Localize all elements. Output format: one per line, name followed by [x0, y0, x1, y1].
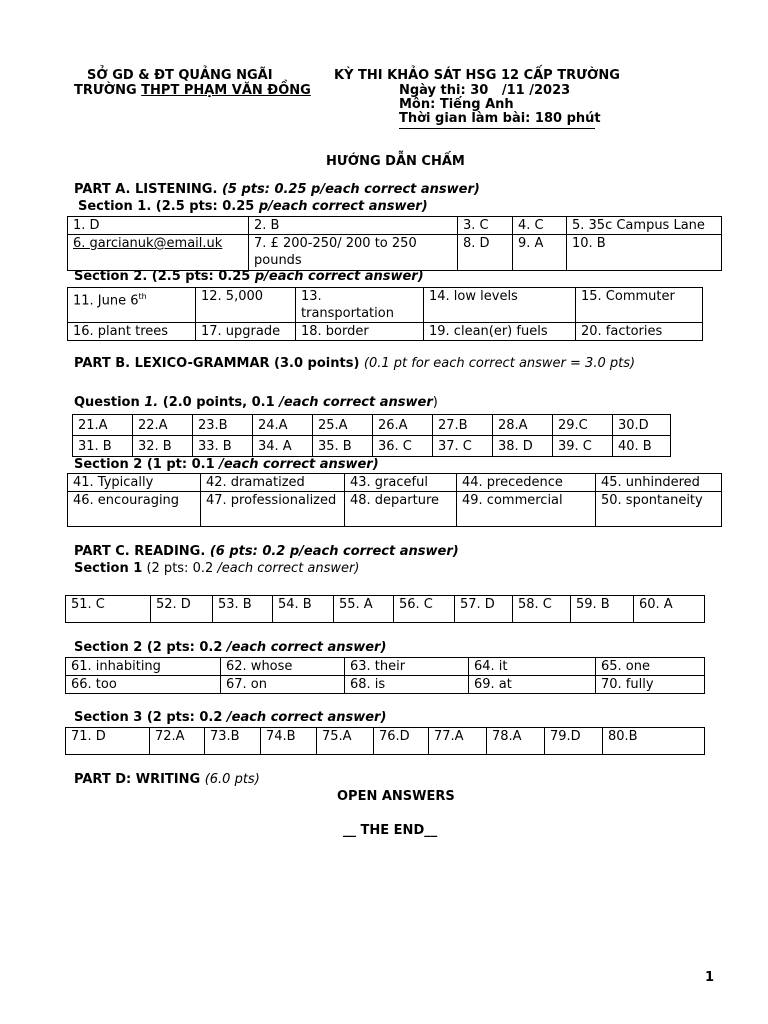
header-subject: Môn: Tiếng Anh: [399, 97, 514, 112]
june-sup: th: [138, 292, 147, 301]
table-row: [68, 323, 703, 341]
table-cell: 22.A: [133, 415, 193, 436]
part-c-s3-note: /each correct answer): [226, 710, 387, 725]
part-c-s1-note: /each correct answer): [217, 561, 360, 576]
table-cell: 68. is: [345, 676, 469, 694]
table-cell: 47. professionalized: [201, 492, 345, 527]
part-a-s2-table: [67, 287, 703, 341]
part-c-s3-heading: [74, 710, 386, 725]
open-answers: OPEN ANSWERS: [337, 789, 455, 804]
table-cell: 72.A: [150, 728, 205, 755]
part-b-s2-note: /each correct answer): [219, 457, 379, 472]
table-cell: 74.B: [261, 728, 317, 755]
table-row: [66, 658, 705, 676]
table-cell: 9. A: [513, 235, 567, 271]
table-cell: 75.A: [317, 728, 374, 755]
part-d-heading: [74, 772, 260, 787]
header-school: [74, 83, 311, 98]
table-cell: 5. 35c Campus Lane: [567, 217, 722, 235]
table-cell: 10. B: [567, 235, 722, 271]
table-cell: 52. D: [151, 596, 213, 623]
table-cell: 35. B: [313, 436, 373, 457]
table-row: [68, 235, 722, 271]
part-a-s1-table: [67, 216, 722, 271]
table-cell: 28.A: [493, 415, 553, 436]
table-cell: 63. their: [345, 658, 469, 676]
table-cell: 60. A: [634, 596, 705, 623]
table-cell: [68, 235, 249, 271]
table-cell: 25.A: [313, 415, 373, 436]
table-cell: 13. transportation: [296, 288, 424, 323]
table-row: [66, 676, 705, 694]
part-a-title: PART A. LISTENING.: [74, 182, 222, 197]
table-cell: 48. departure: [345, 492, 457, 527]
table-cell: 14. low levels: [424, 288, 576, 323]
table-cell: 38. D: [493, 436, 553, 457]
table-cell: 34. A: [253, 436, 313, 457]
table-cell: 62. whose: [221, 658, 345, 676]
table-cell: 49. commercial: [457, 492, 596, 527]
table-cell: 2. B: [249, 217, 458, 235]
table-cell: 17. upgrade: [196, 323, 296, 341]
table-cell: 42. dramatized: [201, 474, 345, 492]
table-cell: 39. C: [553, 436, 613, 457]
header-underline: [399, 128, 595, 129]
table-cell: 59. B: [571, 596, 634, 623]
part-c-s2-title: Section 2 (2 pts: 0.2: [74, 640, 227, 655]
table-cell: 71. D: [66, 728, 150, 755]
table-row: [73, 415, 671, 436]
table-row: [68, 288, 703, 323]
part-b-q1-table: [72, 414, 671, 457]
table-cell: 46. encouraging: [68, 492, 201, 527]
table-cell: 33. B: [193, 436, 253, 457]
part-a-s2-heading: [74, 269, 424, 284]
table-cell: 66. too: [66, 676, 221, 694]
table-cell: 56. C: [394, 596, 455, 623]
table-cell: 32. B: [133, 436, 193, 457]
part-b-q1-note: /each correct answer: [279, 395, 433, 410]
table-row: [66, 596, 705, 623]
table-cell: 55. A: [334, 596, 394, 623]
table-cell: 20. factories: [576, 323, 703, 341]
table-cell: 23.B: [193, 415, 253, 436]
table-cell: 1. D: [68, 217, 249, 235]
part-c-note: (6 pts: 0.2 p/each correct answer): [209, 544, 459, 559]
table-cell: 40. B: [613, 436, 671, 457]
table-cell: 67. on: [221, 676, 345, 694]
table-cell: 16. plant trees: [68, 323, 196, 341]
part-a-s1-note: p/each correct answer): [258, 199, 428, 214]
table-cell: 64. it: [469, 658, 596, 676]
part-c-s1-title: Section 1: [74, 561, 143, 576]
table-cell: 76.D: [374, 728, 429, 755]
table-cell: 77.A: [429, 728, 487, 755]
table-row: [68, 217, 722, 235]
table-row: [68, 474, 722, 492]
header-time: Thời gian làm bài: 180 phút: [399, 111, 601, 126]
header-exam-title: KỲ THI KHẢO SÁT HSG 12 CẤP TRƯỜNG: [334, 68, 620, 83]
table-cell: 69. at: [469, 676, 596, 694]
part-a-s2-title: Section 2. (2.5 pts: 0.25: [74, 269, 255, 284]
table-cell: 53. B: [213, 596, 273, 623]
header-school-prefix: TRƯỜNG: [74, 83, 142, 98]
table-cell: 57. D: [455, 596, 513, 623]
header-date: [399, 83, 570, 98]
table-cell: 7. £ 200-250/ 200 to 250 pounds: [249, 235, 458, 271]
table-cell: 15. Commuter: [576, 288, 703, 323]
table-row: [73, 436, 671, 457]
table-cell: 61. inhabiting: [66, 658, 221, 676]
table-cell: 70. fully: [596, 676, 705, 694]
june-text: 11. June 6: [73, 293, 139, 309]
part-b-s2-heading: [74, 457, 379, 472]
part-a-s1-heading: [78, 199, 428, 214]
part-a-heading: [74, 182, 480, 197]
table-cell: 54. B: [273, 596, 334, 623]
table-cell: 44. precedence: [457, 474, 596, 492]
table-cell: 3. C: [458, 217, 513, 235]
header-school-name: THPT PHẠM VĂN ĐỒNG: [141, 83, 311, 98]
table-row: [66, 728, 705, 755]
table-cell: 31. B: [73, 436, 133, 457]
table-cell: 21.A: [73, 415, 133, 436]
table-cell: 41. Typically: [68, 474, 201, 492]
table-cell: [68, 288, 196, 323]
table-cell: 4. C: [513, 217, 567, 235]
table-cell: 43. graceful: [345, 474, 457, 492]
table-cell: 18. border: [296, 323, 424, 341]
table-cell: 65. one: [596, 658, 705, 676]
part-c-s1-pts: (2 pts: 0.2: [142, 561, 218, 576]
part-c-heading: [74, 544, 459, 559]
table-cell: 27.B: [433, 415, 493, 436]
table-cell: 80.B: [603, 728, 705, 755]
part-c-s1-heading: [74, 561, 359, 576]
part-a-note: (5 pts: 0.25 p/each correct answer): [221, 182, 480, 197]
table-cell: 24.A: [253, 415, 313, 436]
part-d-title: PART D: WRITING: [74, 772, 205, 787]
part-b-q1-num: 1.: [144, 395, 159, 410]
table-cell: 37. C: [433, 436, 493, 457]
table-cell: 26.A: [373, 415, 433, 436]
part-c-s1-table: [65, 595, 705, 623]
table-cell: 45. unhindered: [596, 474, 722, 492]
header-date-value: 30 /11 /2023: [470, 83, 571, 98]
table-row: [68, 492, 722, 527]
table-cell: 12. 5,000: [196, 288, 296, 323]
table-cell: 73.B: [205, 728, 261, 755]
part-b-q1-heading: [74, 395, 438, 410]
email-link[interactable]: 6. garcianuk@email.uk: [73, 236, 223, 251]
part-b-note: (0.1 pt for each correct answer = 3.0 pts): [363, 356, 636, 371]
part-d-note: (6.0 pts): [204, 772, 260, 787]
part-b-s2-table: [67, 473, 722, 527]
part-c-s3-table: [65, 727, 705, 755]
part-a-s2-note: p/each correct answer): [254, 269, 424, 284]
part-b-q1-title: Question: [74, 395, 145, 410]
part-c-title: PART C. READING.: [74, 544, 210, 559]
table-cell: 51. C: [66, 596, 151, 623]
part-c-s2-heading: [74, 640, 386, 655]
part-b-heading: [74, 356, 635, 371]
table-cell: 50. spontaneity: [596, 492, 722, 527]
table-cell: 36. C: [373, 436, 433, 457]
part-b-title: PART B. LEXICO-GRAMMAR (3.0 points): [74, 356, 364, 371]
table-cell: 58. C: [513, 596, 571, 623]
part-c-s2-note: /each correct answer): [226, 640, 387, 655]
part-c-s3-title: Section 3 (2 pts: 0.2: [74, 710, 227, 725]
doc-title: HƯỚNG DẪN CHẤM: [326, 154, 465, 169]
table-cell: 79.D: [545, 728, 603, 755]
part-b-q1-pts: (2.0 points, 0.1: [158, 395, 280, 410]
part-a-s1-title: Section 1. (2.5 pts: 0.25: [78, 199, 259, 214]
part-b-s2-title: Section 2 (1 pt: 0.1: [74, 457, 220, 472]
table-cell: 30.D: [613, 415, 671, 436]
header-date-label: Ngày thi:: [399, 83, 466, 98]
part-c-s2-table: [65, 657, 705, 694]
the-end: __ THE END__: [343, 823, 438, 838]
part-b-q1-close: ): [432, 395, 438, 410]
table-cell: 8. D: [458, 235, 513, 271]
header-dept: SỞ GD & ĐT QUẢNG NGÃI: [87, 68, 273, 83]
table-cell: 19. clean(er) fuels: [424, 323, 576, 341]
table-cell: 78.A: [487, 728, 545, 755]
table-cell: 29.C: [553, 415, 613, 436]
page-number: 1: [705, 970, 715, 985]
